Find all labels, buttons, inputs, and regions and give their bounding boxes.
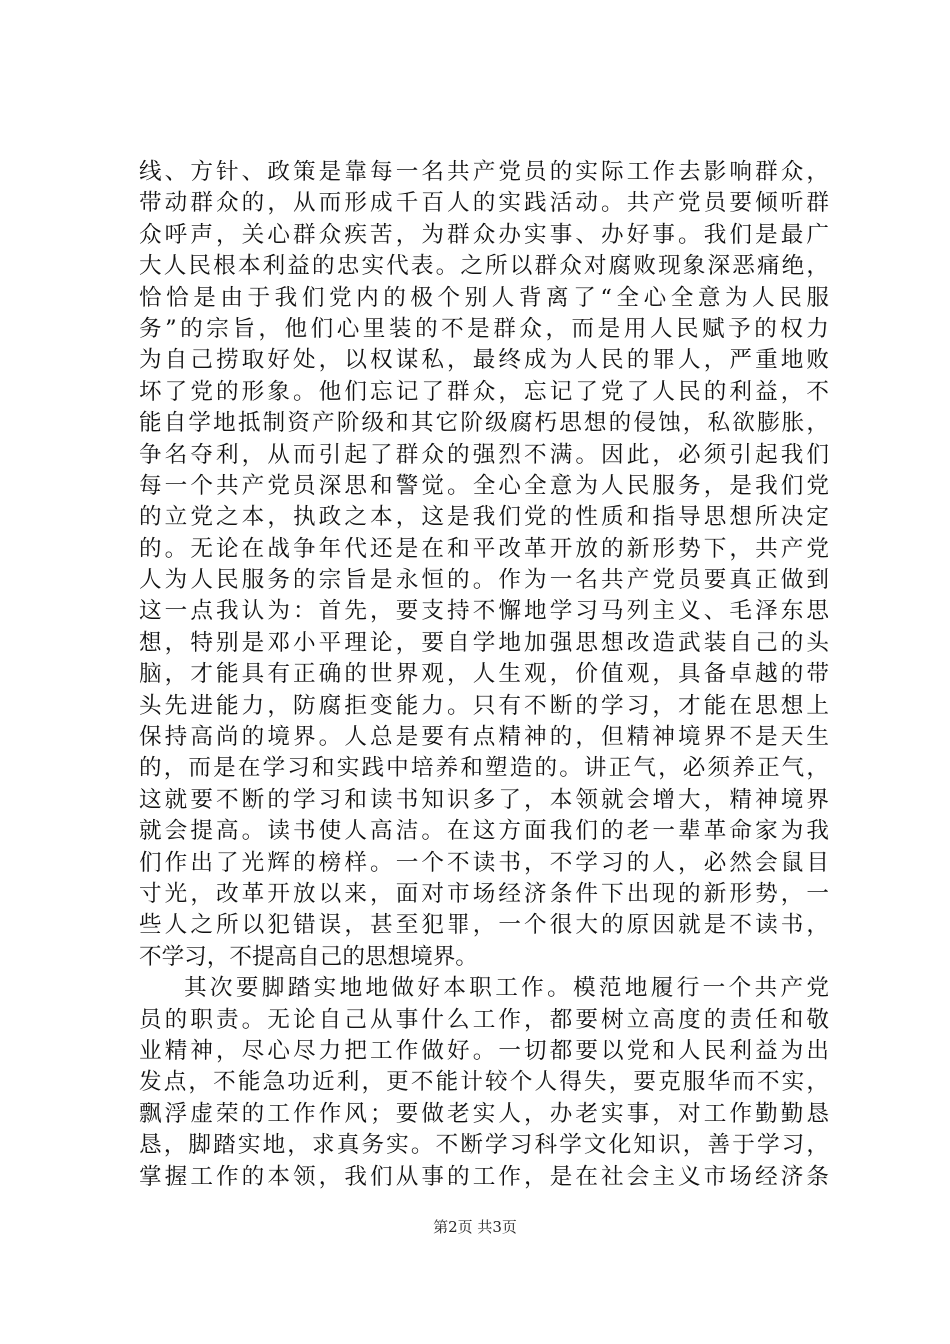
text-line: 发点，不能急功近利，更不能计较个人得失，要克服华而不实， xyxy=(139,1069,829,1096)
text-line: 其次要脚踏实地地做好本职工作。模范地履行一个共产党 xyxy=(184,975,829,1002)
text-line: 坏了党的形象。他们忘记了群众，忘记了党了人民的利益，不 xyxy=(139,378,829,405)
text-line: 大人民根本利益的忠实代表。之所以群众对腐败现象深恶痛绝， xyxy=(139,253,829,280)
text-line: 保持高尚的境界。人总是要有点精神的，但精神境界不是天生 xyxy=(139,724,829,751)
text-line: 员的职责。无论自己从事什么工作，都要树立高度的责任和敬 xyxy=(139,1006,829,1033)
text-line: 每一个共产党员深思和警觉。全心全意为人民服务，是我们党 xyxy=(139,472,829,499)
text-line: 恳，脚踏实地，求真务实。不断学习科学文化知识，善于学习， xyxy=(139,1132,829,1159)
text-line: 业精神，尽心尽力把工作做好。一切都要以党和人民利益为出 xyxy=(139,1037,829,1064)
text-line: 的。无论在战争年代还是在和平改革开放的新形势下，共产党 xyxy=(139,535,829,562)
text-line: 掌握工作的本领，我们从事的工作，是在社会主义市场经济条 xyxy=(139,1163,829,1190)
text-line: 线、方针、政策是靠每一名共产党员的实际工作去影响群众， xyxy=(139,159,829,185)
text-line: 的立党之本，执政之本，这是我们党的性质和指导思想所决定 xyxy=(139,504,829,531)
text-line: 为自己捞取好处，以权谋私，最终成为人民的罪人，严重地败 xyxy=(139,347,829,374)
page-footer: 第2页 共3页 xyxy=(433,1218,517,1236)
text-line: 头先进能力，防腐拒变能力。只有不断的学习，才能在思想上 xyxy=(139,692,829,719)
body-text xyxy=(139,157,829,1193)
text-line: 人为人民服务的宗旨是永恒的。作为一名共产党员要真正做到 xyxy=(139,567,829,594)
text-line: 务”的宗旨，他们心里装的不是群众，而是用人民赋予的权力 xyxy=(139,315,829,342)
text-line: 寸光，改革开放以来，面对市场经济条件下出现的新形势，一 xyxy=(139,880,829,907)
text-line: 些人之所以犯错误，甚至犯罪，一个很大的原因就是不读书， xyxy=(139,912,829,939)
text-line: 飘浮虚荣的工作作风；要做老实人，办老实事，对工作勤勤恳 xyxy=(139,1100,829,1127)
text-line: 恰恰是由于我们党内的极个别人背离了“全心全意为人民服 xyxy=(139,284,829,311)
text-line: 不学习，不提高自己的思想境界。 xyxy=(139,943,478,970)
text-line: 争名夺利，从而引起了群众的强烈不满。因此，必须引起我们 xyxy=(139,441,829,468)
text-line: 能自学地抵制资产阶级和其它阶级腐朽思想的侵蚀，私欲膨胀， xyxy=(139,410,829,437)
text-line: 这就要不断的学习和读书知识多了，本领就会增大，精神境界 xyxy=(139,786,829,813)
text-line: 众呼声，关心群众疾苦，为群众办实事、办好事。我们是最广 xyxy=(139,221,829,248)
text-line: 想，特别是邓小平理论，要自学地加强思想改造武装自己的头 xyxy=(139,629,829,656)
text-line: 脑，才能具有正确的世界观，人生观，价值观，具备卓越的带 xyxy=(139,661,829,688)
text-line: 这一点我认为：首先，要支持不懈地学习马列主义、毛泽东思 xyxy=(139,598,829,625)
text-line: 就会提高。读书使人高洁。在这方面我们的老一辈革命家为我 xyxy=(139,818,829,845)
paragraph-2 xyxy=(139,973,829,1193)
paragraph-1 xyxy=(139,157,829,973)
text-line: 带动群众的，从而形成千百人的实践活动。共产党员要倾听群 xyxy=(139,190,829,217)
text-line: 的，而是在学习和实践中培养和塑造的。讲正气，必须养正气， xyxy=(139,755,829,782)
text-line: 们作出了光辉的榜样。一个不读书，不学习的人，必然会鼠目 xyxy=(139,849,829,876)
